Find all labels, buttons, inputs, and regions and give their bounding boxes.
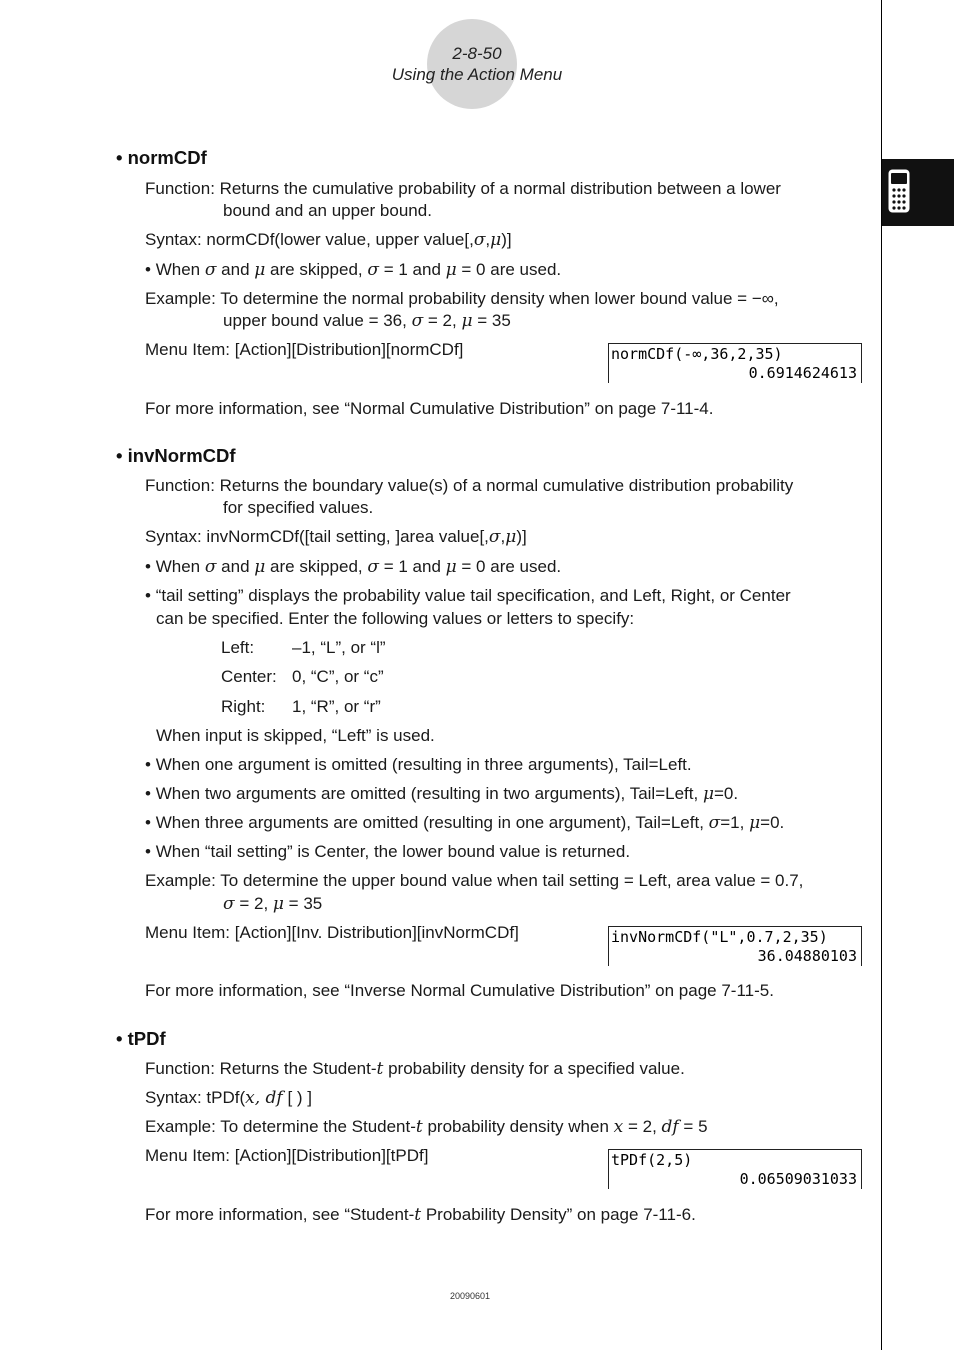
screen-input: tPDf(2,5) bbox=[611, 1151, 693, 1169]
invnormcdf-omit-one: • When one argument is omitted (resulting in three arguments), Tail=Left. bbox=[145, 755, 692, 774]
normcdf-function-line1: Function: Returns the cumulative probability of a normal distribution between a lower bbox=[145, 179, 781, 198]
normcdf-example-line1: Example: To determine the normal probability density when lower bound value = −∞, bbox=[145, 289, 779, 308]
footer-code: 20090601 bbox=[449, 1291, 491, 1301]
bullet: • bbox=[116, 1028, 123, 1049]
tpdf-title: • tPDf bbox=[116, 1028, 166, 1049]
normcdf-menu-item: Menu Item: [Action][Distribution][normCDf] bbox=[145, 340, 464, 359]
bullet: • bbox=[116, 147, 123, 168]
screen-result: 0.6914624613 bbox=[748, 364, 857, 382]
invnormcdf-function-line1: Function: Returns the boundary value(s) of a normal cumulative distribution probability bbox=[145, 476, 794, 495]
page-number: 2-8-50 bbox=[452, 44, 502, 63]
invnormcdf-center-note: • When “tail setting” is Center, the lower bound value is returned. bbox=[145, 842, 631, 861]
normcdf-more-info: For more information, see “Normal Cumulative Distribution” on page 7-11-4. bbox=[145, 399, 714, 418]
tpdf-screen bbox=[608, 1149, 862, 1189]
screen-result: 0.06509031033 bbox=[739, 1170, 857, 1188]
tpdf-function: Function: Returns the Student-t probability density for a specified value. bbox=[145, 1059, 685, 1079]
invnormcdf-tail-line2: can be specified. Enter the following values or letters to specify: bbox=[156, 609, 635, 628]
screen-input: invNormCDf("L",0.7,2,35) bbox=[611, 928, 828, 946]
invnormcdf-omit-three: • When three arguments are omitted (resulting in one argument), Tail=Left, σ=1, μ=0. bbox=[145, 813, 785, 833]
invnormcdf-when-note: • When σ and μ are skipped, σ = 1 and μ = 0 are used. bbox=[145, 557, 562, 577]
invnormcdf-example-line1: Example: To determine the upper bound value when tail setting = Left, area value = 0.7, bbox=[145, 871, 804, 890]
invnormcdf-tail-line1: • “tail setting” displays the probability value tail specification, and Left, Right, or Center bbox=[145, 586, 791, 605]
invnormcdf-menu-item: Menu Item: [Action][Inv. Distribution][invNormCDf] bbox=[145, 923, 519, 942]
normcdf-function-line2: bound and an upper bound. bbox=[223, 201, 432, 220]
tpdf-more-info: For more information, see “Student-t Probability Density” on page 7-11-6. bbox=[145, 1205, 696, 1225]
invnormcdf-function-line2: for specified values. bbox=[223, 498, 374, 517]
calculator-icon bbox=[888, 169, 910, 213]
normcdf-when-note: • When σ and μ are skipped, σ = 1 and μ = 0 are used. bbox=[145, 260, 562, 280]
invnormcdf-skipped-note: When input is skipped, “Left” is used. bbox=[156, 726, 435, 745]
tpdf-menu-item: Menu Item: [Action][Distribution][tPDf] bbox=[145, 1146, 429, 1165]
section-title: Using the Action Menu bbox=[391, 65, 563, 84]
normcdf-example-line2: upper bound value = 36, σ = 2, μ = 35 bbox=[223, 311, 511, 331]
invnormcdf-omit-two: • When two arguments are omitted (resulting in two arguments), Tail=Left, μ=0. bbox=[145, 784, 739, 804]
header-circle bbox=[427, 19, 517, 109]
tpdf-syntax: Syntax: tPDf(x, df [ ) ] bbox=[145, 1088, 312, 1108]
screen-result: 36.04880103 bbox=[757, 947, 857, 965]
normcdf-title: • normCDf bbox=[116, 147, 207, 168]
invnormcdf-example-line2: σ = 2, μ = 35 bbox=[223, 894, 323, 914]
invnormcdf-title: • invNormCDf bbox=[116, 445, 236, 466]
screen-input: normCDf(-∞,36,2,35) bbox=[611, 345, 783, 363]
invnormcdf-screen bbox=[608, 926, 862, 966]
invnormcdf-more-info: For more information, see “Inverse Normal Cumulative Distribution” on page 7-11-5. bbox=[145, 981, 774, 1000]
normcdf-screen bbox=[608, 343, 862, 383]
bullet: • bbox=[116, 445, 123, 466]
normcdf-syntax: Syntax: normCDf(lower value, upper value[,σ,μ)] bbox=[145, 230, 512, 250]
tpdf-example: Example: To determine the Student-t probability density when x = 2, df = 5 bbox=[145, 1117, 708, 1137]
invnormcdf-syntax: Syntax: invNormCDf([tail setting, ]area value[,σ,μ)] bbox=[145, 527, 527, 547]
